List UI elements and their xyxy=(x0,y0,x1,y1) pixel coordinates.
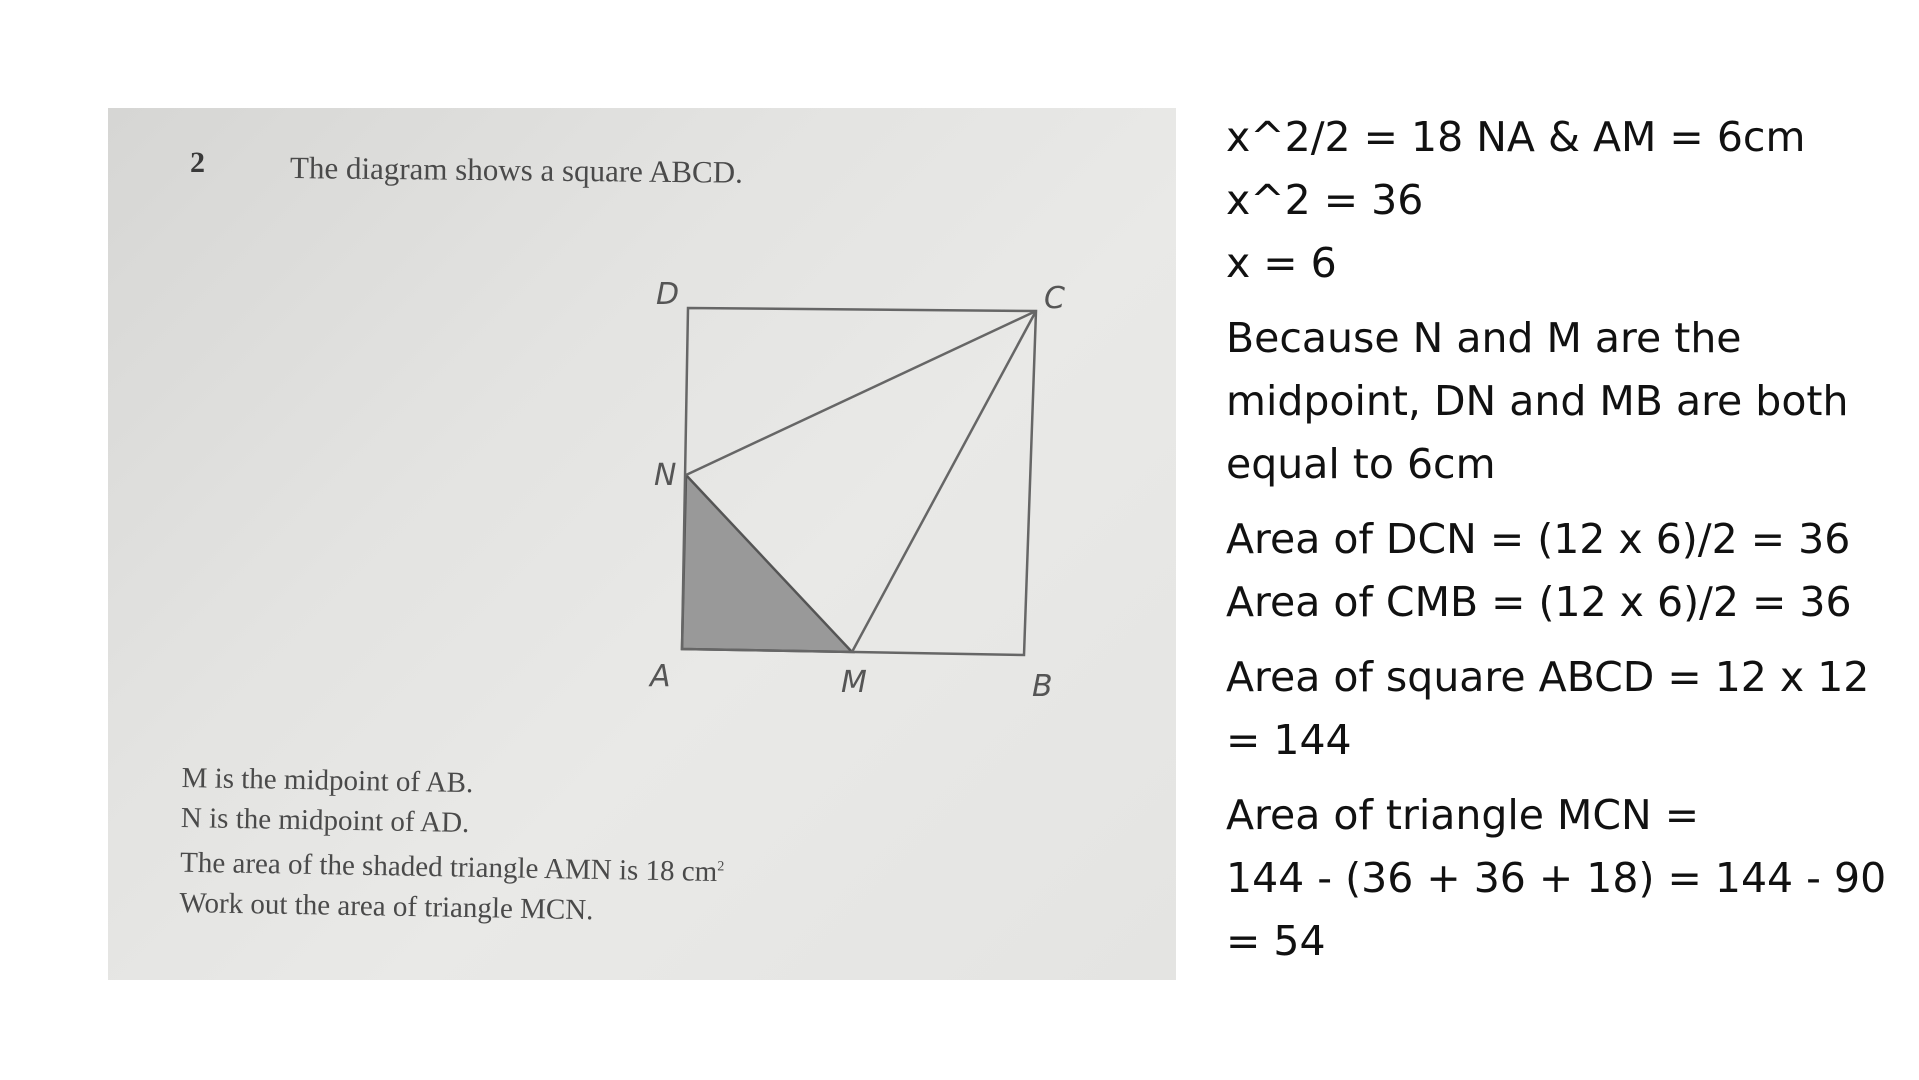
given-shaded-area-unit-exponent: 2 xyxy=(717,859,725,875)
vertex-label-m: M xyxy=(841,665,867,700)
solution-spacer xyxy=(1226,634,1916,646)
given-shaded-area-text: The area of the shaded triangle AMN is 18 cm xyxy=(179,846,718,889)
solution-line: 144 - (36 + 36 + 18) = 144 - 90 xyxy=(1226,854,1887,902)
question-intro: The diagram shows a square ABCD. xyxy=(289,150,744,190)
solution-line: x = 6 xyxy=(1226,239,1337,287)
solution-text xyxy=(1226,106,1916,973)
solution-line: Area of CMB = (12 x 6)/2 = 36 xyxy=(1226,578,1852,626)
solution-line: Area of triangle MCN = xyxy=(1226,791,1700,839)
given-m-midpoint: M is the midpoint of AB. xyxy=(181,761,474,800)
solution-spacer xyxy=(1226,496,1916,508)
line-mc xyxy=(852,311,1036,652)
question-givens xyxy=(179,758,726,932)
solution-line: Because N and M are the xyxy=(1226,314,1742,362)
given-task: Work out the area of triangle MCN. xyxy=(179,886,594,926)
solution-line: Area of square ABCD = 12 x 12 xyxy=(1226,653,1870,701)
given-n-midpoint: N is the midpoint of AD. xyxy=(180,801,470,840)
solution-line: = 54 xyxy=(1226,917,1326,965)
question-photo xyxy=(108,108,1176,980)
line-nc xyxy=(686,311,1036,475)
question-number: 2 xyxy=(190,146,205,179)
solution-line: x^2/2 = 18 NA & AM = 6cm xyxy=(1226,113,1806,161)
solution-line: midpoint, DN and MB are both xyxy=(1226,377,1849,425)
vertex-label-d: D xyxy=(656,277,680,312)
shaded-triangle-amn xyxy=(682,475,852,652)
vertex-label-a: A xyxy=(650,659,671,694)
solution-spacer xyxy=(1226,772,1916,784)
solution-line: = 144 xyxy=(1226,716,1352,764)
solution-line: Area of DCN = (12 x 6)/2 = 36 xyxy=(1226,515,1851,563)
vertex-label-n: N xyxy=(654,458,677,493)
solution-line: equal to 6cm xyxy=(1226,440,1496,488)
solution-spacer xyxy=(1226,295,1916,307)
vertex-label-b: B xyxy=(1032,669,1053,704)
solution-line: x^2 = 36 xyxy=(1226,176,1424,224)
vertex-label-c: C xyxy=(1044,281,1065,316)
